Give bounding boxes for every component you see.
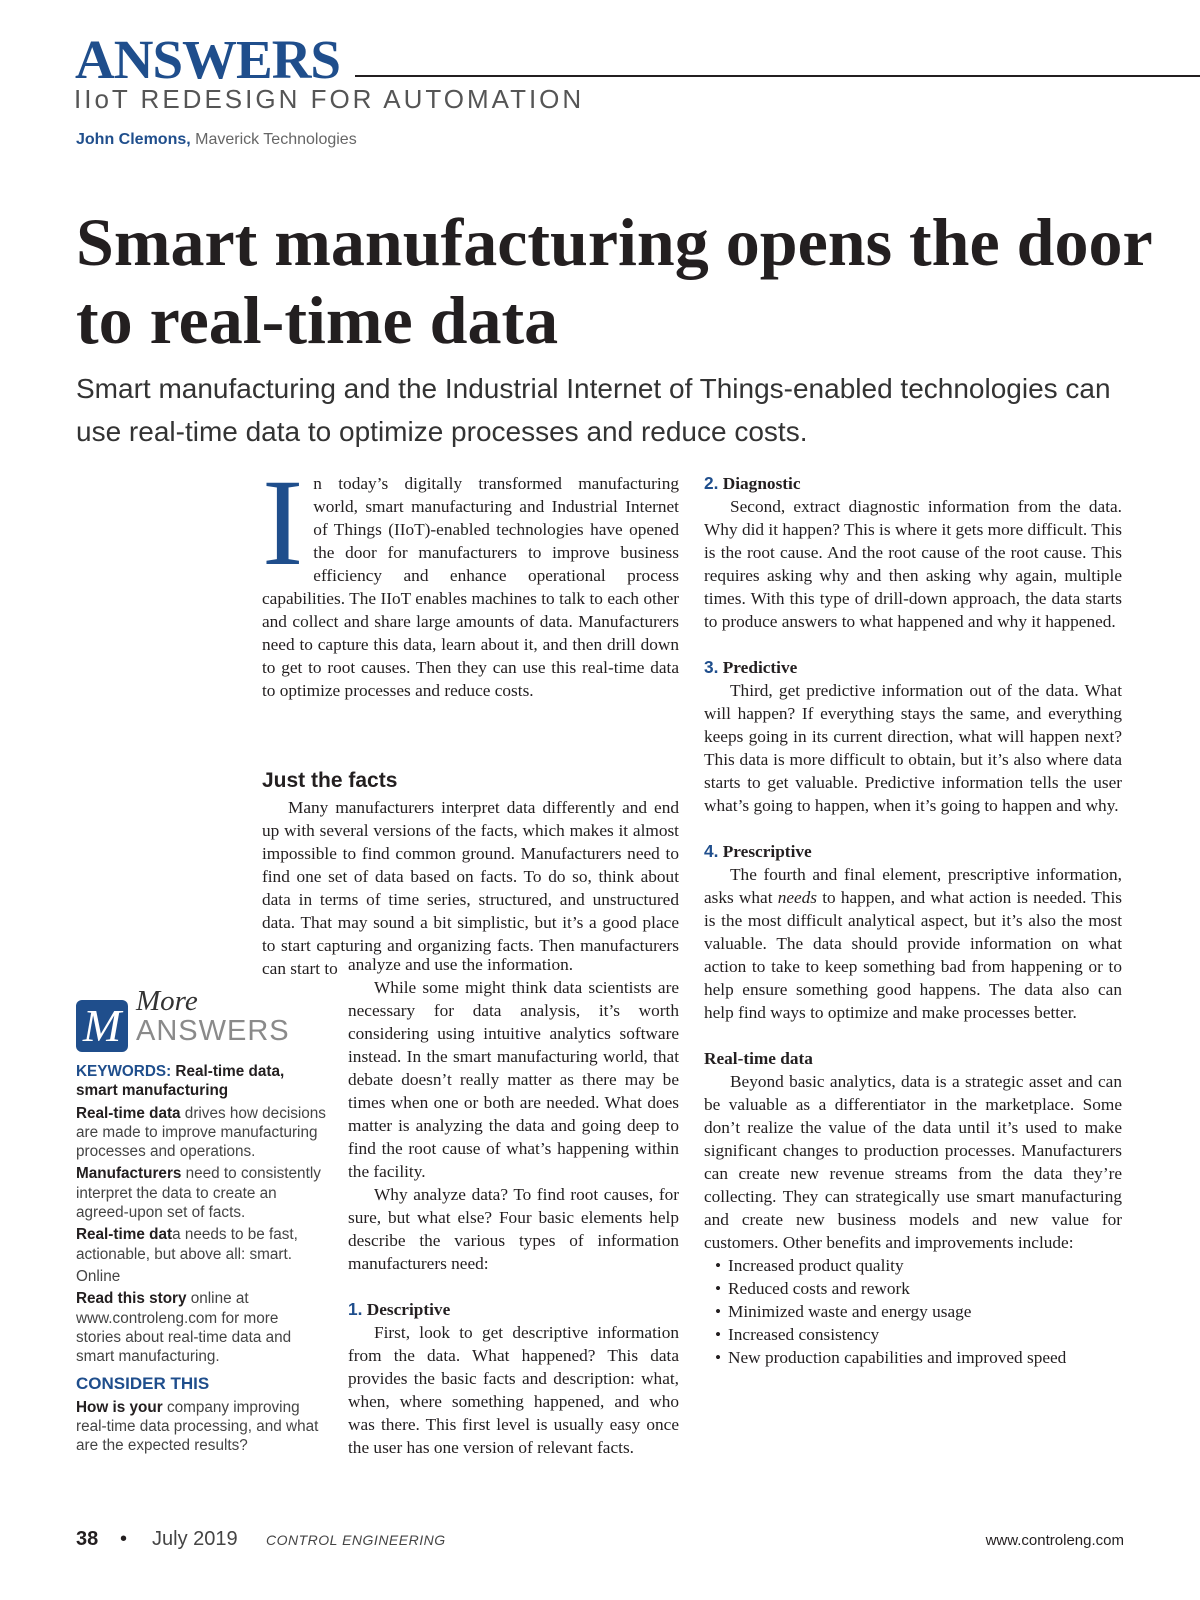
facts-block xyxy=(262,768,679,980)
keywords-values: Real-time data, smart manufacturing xyxy=(76,1063,285,1100)
predictive-paragraph: Third, get predictive information out of the data. What will happen? If everything stays the same, and everything keeps going in its current direction, what will happen next? This data is more difficult to obtain, but it’s also where data starts to get valuable. Predictive information tells the user what’s going to happen, when it’s going to happen and why. xyxy=(704,681,1122,815)
predictive-number: 3. xyxy=(704,657,719,677)
descriptive-paragraph: First, look to get descriptive information from the data. What happened? This data provides the basic facts and description: what, when, where something happened, and who was there. This first level is usually easy once the user has one version of relevant facts. xyxy=(348,1323,679,1457)
online-item: Read this story online at www.controleng.com for more stories about real-time data and smart manufacturing. xyxy=(76,1290,292,1366)
realtime-paragraph: Beyond basic analytics, data is a strategic asset and can be valuable as a differentiator in the marketplace. Some don’t realize the value of the data until it’s used to make significant changes to production processes. Manufacturers can create new revenue streams from the data they’re collecting. They can strategically use smart manufacturing and create new business models and new value for customers. Other benefits and improvements include: xyxy=(704,1072,1122,1252)
predictive-title: Predictive xyxy=(722,658,798,677)
list-item: • Increased consistency xyxy=(728,1323,1122,1346)
diagnostic-number: 2. xyxy=(704,473,719,493)
realtime-heading: Real-time data xyxy=(704,1049,813,1068)
header-rule xyxy=(355,75,1200,77)
intro-paragraph: n today’s digitally transformed manufacturing world, smart manufacturing and Industrial Internet of Things (IIoT)-enabled technologies have opened the door for manufacturers to improve business efficiency and enhance operational process capabilities. The IIoT enables machines to talk to each other and collect and share large amounts of data. Manufacturers need to capture this data, learn about it, and then drill down to get to root causes. Then they can use this real-time data to optimize processes and reduce costs. xyxy=(262,474,679,700)
page-number: 38 xyxy=(76,1528,99,1550)
prescriptive-number: 4. xyxy=(704,841,719,861)
author-company: Maverick Technologies xyxy=(195,131,357,148)
consider-this-label: CONSIDER THIS xyxy=(76,1374,210,1394)
drop-cap: I xyxy=(262,454,304,591)
descriptive-title: Descriptive xyxy=(366,1300,451,1319)
sidebar-item: Real-time data drives how decisions are made to improve manufacturing processes and operations. xyxy=(76,1104,326,1161)
section-subtitle: IIoT REDESIGN FOR AUTOMATION xyxy=(74,84,585,114)
logo-more: More xyxy=(136,985,198,1017)
predictive-heading xyxy=(704,656,1122,679)
keywords xyxy=(76,1062,326,1101)
publication-name: CONTROL ENGINEERING xyxy=(266,1532,446,1548)
m-logo-icon: M xyxy=(76,1000,128,1052)
keywords-label: KEYWORDS: xyxy=(76,1063,172,1080)
online-label: Online xyxy=(76,1267,121,1285)
emphasis-needs: needs xyxy=(777,888,818,907)
list-item: • Increased product quality xyxy=(728,1254,1122,1277)
page-footer xyxy=(76,1528,1124,1558)
more-answers-logo xyxy=(76,985,326,1056)
prescriptive-paragraph: The fourth and final element, prescriptive information, asks what needs to happen, and what action is needed. This is the most difficult analytical aspect, but it’s also the most valuable. The data should provide information on what action to take to keep something bad from happening or to help ensure something good happens. The data also can help find ways to optimize and make processes better. xyxy=(704,865,1122,1022)
section-title: ANSWERS xyxy=(75,29,341,90)
byline xyxy=(76,131,357,149)
website-url: www.controleng.com xyxy=(985,1532,1124,1549)
benefits-list xyxy=(704,1254,1122,1369)
facts-continued xyxy=(348,953,679,1459)
logo-answers: ANSWERS xyxy=(136,1015,290,1047)
sidebar-item: Manufacturers need to consistently interpret the data to create an agreed-upon set of facts. xyxy=(76,1165,321,1222)
facts-heading: Just the facts xyxy=(262,769,398,792)
facts-paragraph-1-end: analyze and use the information. xyxy=(348,955,574,974)
prescriptive-title: Prescriptive xyxy=(722,842,812,861)
sidebar-item: Real-time data needs to be fast, actionable, but above all: smart. xyxy=(76,1226,298,1263)
more-answers-sidebar xyxy=(76,985,326,1459)
diagnostic-paragraph: Second, extract diagnostic information from the data. Why did it happen? This is where it gets more difficult. This is the root cause. And the root cause of the root cause. This requires asking why and then asking why again, multiple times. With this type of drill-down approach, the data starts to produce answers to what happened and why it happened. xyxy=(704,497,1122,631)
descriptive-number: 1. xyxy=(348,1299,363,1319)
footer-separator: • xyxy=(120,1528,128,1550)
list-item: • Minimized waste and energy usage xyxy=(728,1300,1122,1323)
facts-paragraph-1: Many manufacturers interpret data differently and end up with several versions of the facts, which makes it almost impossible to find common ground. Manufacturers need to find one set of data based on facts. To do so, think about data in terms of time series, structured, and unstructured data. That may sound a bit simplistic, but it’s a good place to start capturing and organizing facts. Then manufacturers can start to xyxy=(262,798,679,978)
diagnostic-heading xyxy=(704,472,1122,495)
right-column xyxy=(704,472,1122,1369)
deck: Smart manufacturing and the Industrial Internet of Things-enabled technologies can use real-time data to optimize processes and reduce costs. xyxy=(76,373,1111,447)
prescriptive-heading xyxy=(704,840,1122,863)
consider-this-question: How is your company improving real-time data processing, and what are the expected results? xyxy=(76,1398,319,1455)
diagnostic-title: Diagnostic xyxy=(722,474,801,493)
list-item: • New production capabilities and improved speed xyxy=(728,1346,1122,1369)
facts-paragraph-3: Why analyze data? To find root causes, for sure, but what else? Four basic elements help describe the various types of information manufacturers need: xyxy=(348,1185,679,1273)
author-name: John Clemons, xyxy=(76,131,191,148)
headline: Smart manufacturing opens the door to real-time data xyxy=(76,204,1152,358)
descriptive-heading xyxy=(348,1298,679,1321)
intro-block xyxy=(262,454,679,702)
list-item: • Reduced costs and rework xyxy=(728,1277,1122,1300)
issue-date: July 2019 xyxy=(152,1528,238,1550)
facts-paragraph-2: While some might think data scientists are necessary for data analysis, it’s worth considering using intuitive analytics software instead. In the smart manufacturing world, that debate doesn’t really matter as there may be times when one or both are needed. What does matter is analyzing the data and going deep to find the root cause of what’s happening within the facility. xyxy=(348,978,679,1181)
